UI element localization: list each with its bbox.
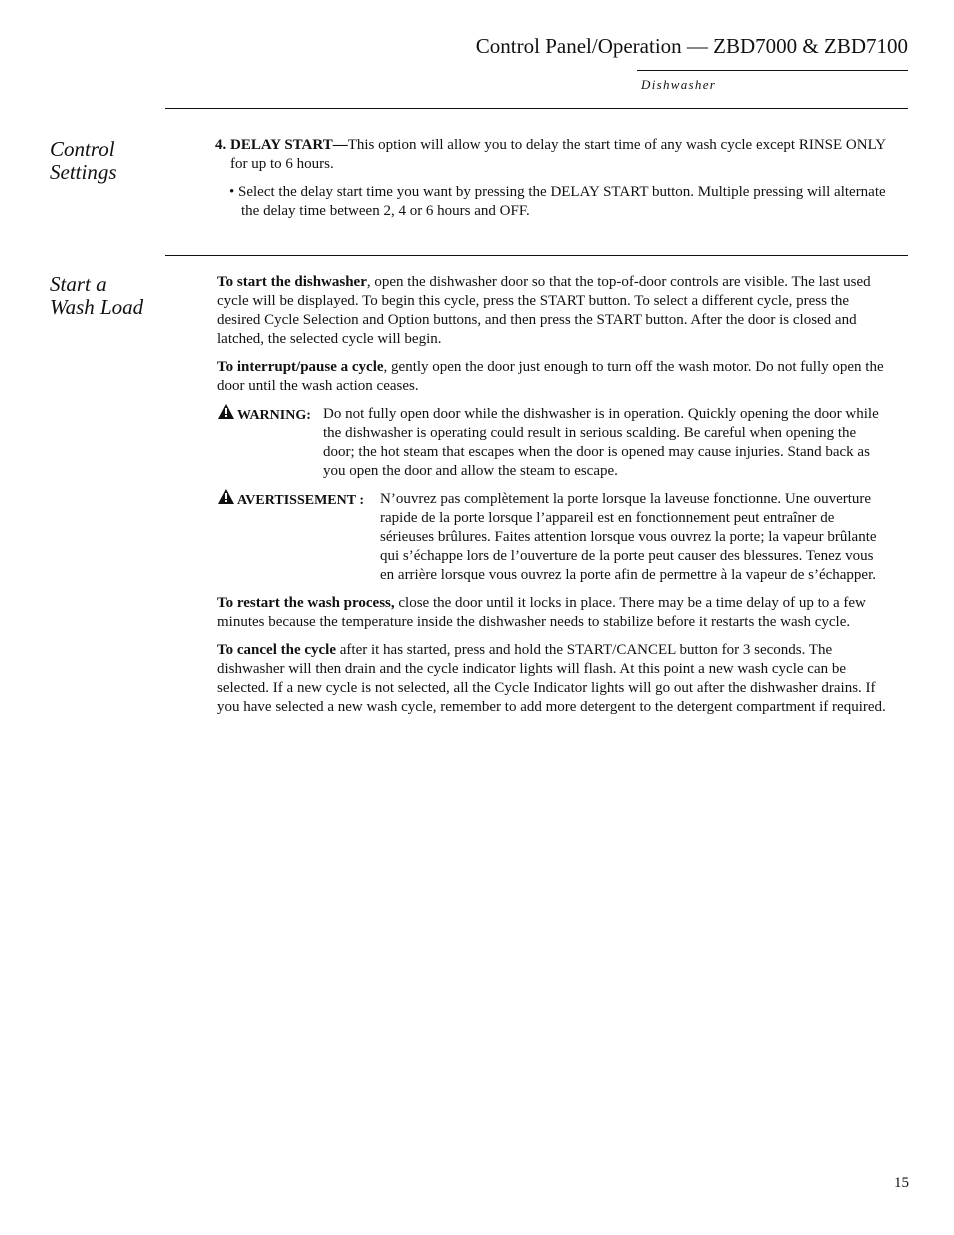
- control-settings-heading: Control Settings: [50, 137, 117, 184]
- warning-block: [217, 405, 889, 481]
- page-subtitle: Dishwasher: [641, 77, 717, 92]
- page-title: Control Panel/Operation — ZBD7000 & ZBD7100: [475, 34, 908, 58]
- paragraph-start: To start the dishwasher, open the dishwasher door so that the top-of-door controls are visible. The last used cycle will be displayed. To begin this cycle, press the START button. To select a different cycle, press the desired Cycle Selection and Option buttons, and then press the START button. After the door is closed and latched, the selected cycle will begin.: [217, 274, 871, 347]
- warning-triangle-icon: [217, 488, 235, 505]
- warning-label: WARNING:: [237, 408, 311, 423]
- start-wash-body: [217, 273, 889, 717]
- section-divider: [165, 255, 908, 256]
- item-number: 4.: [215, 137, 227, 153]
- avertissement-text: N’ouvrez pas complètement la porte lorsque la laveuse fonctionne. Une ouverture rapide de la porte lorsque l’appareil est en fonctionnement peut entraîner de sérieuses brûlures. Faites attention lorsque vous ouvrez la porte; la vapeur brûlante qui s’échappe lors de l’ouverture de la porte peut causer des blessures. Tenez vous en arrière lorsque vous ouvrez la porte afin de permettre à la vapeur de s’échapper.: [380, 491, 877, 583]
- avertissement-block: [217, 490, 889, 585]
- item-term: DELAY START—: [230, 137, 348, 153]
- delay-start-item: [215, 136, 895, 221]
- page-number: 15: [894, 1175, 909, 1191]
- bullet-text: Select the delay start time you want by pressing the DELAY START button. Multiple pressing will alternate the delay time between 2, 4 or 6 hours and OFF.: [238, 184, 886, 219]
- paragraph-cancel: To cancel the cycle after it has started, press and hold the START/CANCEL button for 3 seconds. The dishwasher will then drain and the cycle indicator lights will flash. At this point a new wash cycle can be selected. If a new cycle is not selected, all the Cycle Indicator lights will go out after the dishwasher drains. If you have selected a new wash cycle, remember to add more detergent to the detergent compartment if required.: [217, 642, 886, 715]
- avertissement-label: AVERTISSEMENT :: [237, 493, 364, 508]
- section-divider: [165, 108, 908, 109]
- item-text: This option will allow you to delay the start time of any wash cycle except RINSE ONLY for up to 6 hours.: [230, 137, 886, 172]
- warning-text: Do not fully open door while the dishwasher is in operation. Quickly opening the door while the dishwasher is operating could result in serious scalding. Be careful when opening the door; the hot steam that escapes when the door is opened may cause injuries. Stand back as you open the door and allow the steam to escape.: [323, 406, 879, 479]
- header-rule: [637, 70, 908, 71]
- start-wash-heading: Start a Wash Load: [50, 272, 144, 319]
- bullet: •: [229, 184, 235, 200]
- warning-triangle-icon: [217, 403, 235, 420]
- paragraph-interrupt: To interrupt/pause a cycle, gently open the door just enough to turn off the wash motor. Do not fully open the door until the wash action ceases.: [217, 359, 884, 394]
- paragraph-restart: To restart the wash process, close the door until it locks in place. There may be a time delay of up to a few minutes because the temperature inside the dishwasher needs to stabilize before it restarts the wash cycle.: [217, 595, 866, 630]
